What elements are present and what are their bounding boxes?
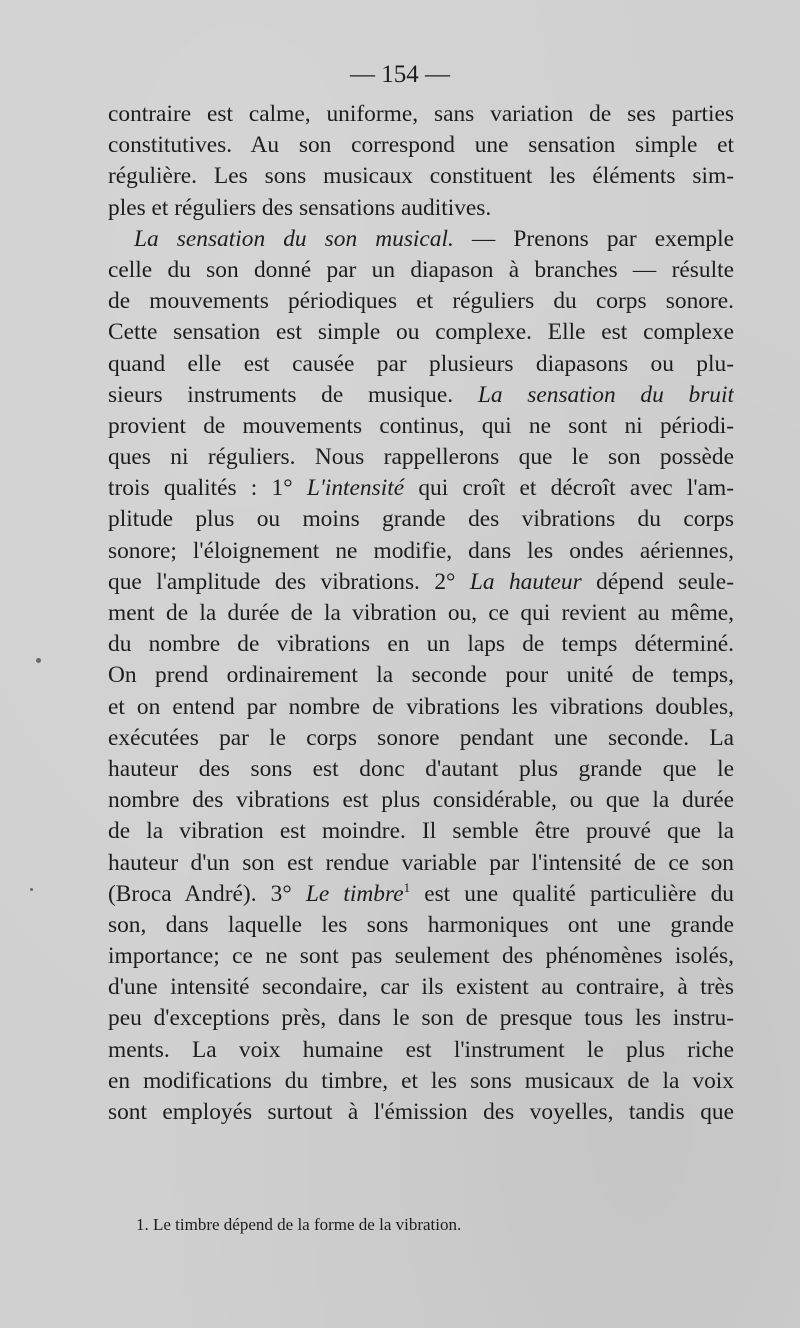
text-line: ments. La voix humaine est l'instrument le plus riche <box>108 1036 734 1063</box>
text-line: d'une intensité secondaire, car ils existent au contraire, à très <box>108 974 734 1001</box>
italic-term: La hauteur <box>469 568 582 595</box>
text-line: du nombre de vibrations en un laps de temps déterminé. <box>108 631 734 658</box>
italic-term: L'intensité <box>306 475 405 502</box>
text-line: en modifications du timbre, et les sons musicaux de la voix <box>108 1067 734 1094</box>
italic-heading: La sensation du son musical. <box>134 225 454 252</box>
footnote: 1. Le timbre dépend de la forme de la vibration. <box>136 1215 462 1234</box>
text-line: provient de mouvements continus, qui ne sont ni périodi- <box>108 412 734 439</box>
text-line: constitutives. Au son correspond une sensation simple et <box>108 132 734 159</box>
text-line: contraire est calme, uniforme, sans variation de ses parties <box>108 101 734 127</box>
text-line: son, dans laquelle les sons harmoniques ont une grande <box>108 911 734 938</box>
text-line: sont employés surtout à l'émission des voyelles, tandis que <box>108 1099 734 1125</box>
text-line: nombre des vibrations est plus considérable, ou que la durée <box>108 787 734 814</box>
text-line: exécutées par le corps sonore pendant une seconde. La <box>108 724 734 751</box>
paper-speck <box>30 888 33 891</box>
text-line: et on entend par nombre de vibrations les vibrations doubles, <box>108 693 734 720</box>
text-line: trois qualités : 1° L'intensité qui croît et décroît avec l'am- <box>108 475 734 502</box>
italic-term: Le timbre <box>305 880 404 907</box>
italic-term: La sensation du bruit <box>477 381 734 408</box>
text-line: que l'amplitude des vibrations. 2° La hauteur dépend seule- <box>108 568 734 595</box>
text-line: peu d'exceptions près, dans le son de presque tous les instru- <box>108 1005 734 1032</box>
text-line: ples et réguliers des sensations auditives. <box>108 194 492 221</box>
text-line: plitude plus ou moins grande des vibrations du corps <box>108 506 734 533</box>
text-line: importance; ce ne sont pas seulement des phénomènes isolés, <box>108 943 734 970</box>
text-line: ques ni réguliers. Nous rappellerons que le son possède <box>108 444 734 471</box>
text-line: celle du son donné par un diapason à branches — résulte <box>108 256 734 283</box>
text-line: hauteur d'un son est rendue variable par l'intensité de ce son <box>108 849 734 876</box>
text-line: régulière. Les sons musicaux constituent les éléments sim- <box>108 163 734 190</box>
text-line: On prend ordinairement la seconde pour unité de temps, <box>108 662 734 689</box>
text-line: hauteur des sons est donc d'autant plus grande que le <box>108 755 734 782</box>
text-line: de mouvements périodiques et réguliers du corps sonore. <box>108 288 734 315</box>
text-line: ment de la durée de la vibration ou, ce qui revient au même, <box>108 600 734 626</box>
text-line: (Broca André). 3° Le timbre$^1$ est une qualité particulière du <box>108 879 734 907</box>
body-text <box>108 99 734 1128</box>
text-line: La sensation du son musical. — Prenons par exemple <box>134 225 734 252</box>
text-line: Cette sensation est simple ou complexe. Elle est complexe <box>108 319 734 346</box>
text-line: sonore; l'éloignement ne modifie, dans les ondes aériennes, <box>108 537 734 564</box>
text-line: quand elle est causée par plusieurs diapasons ou plu- <box>108 350 734 377</box>
footnote-marker[interactable]: 1 <box>403 879 411 895</box>
page-number: — 154 — <box>350 61 450 88</box>
text-line: de la vibration est moindre. Il semble être prouvé que la <box>108 818 734 845</box>
text-line: sieurs instruments de musique. La sensation du bruit <box>108 381 734 408</box>
paper-speck <box>36 658 41 663</box>
